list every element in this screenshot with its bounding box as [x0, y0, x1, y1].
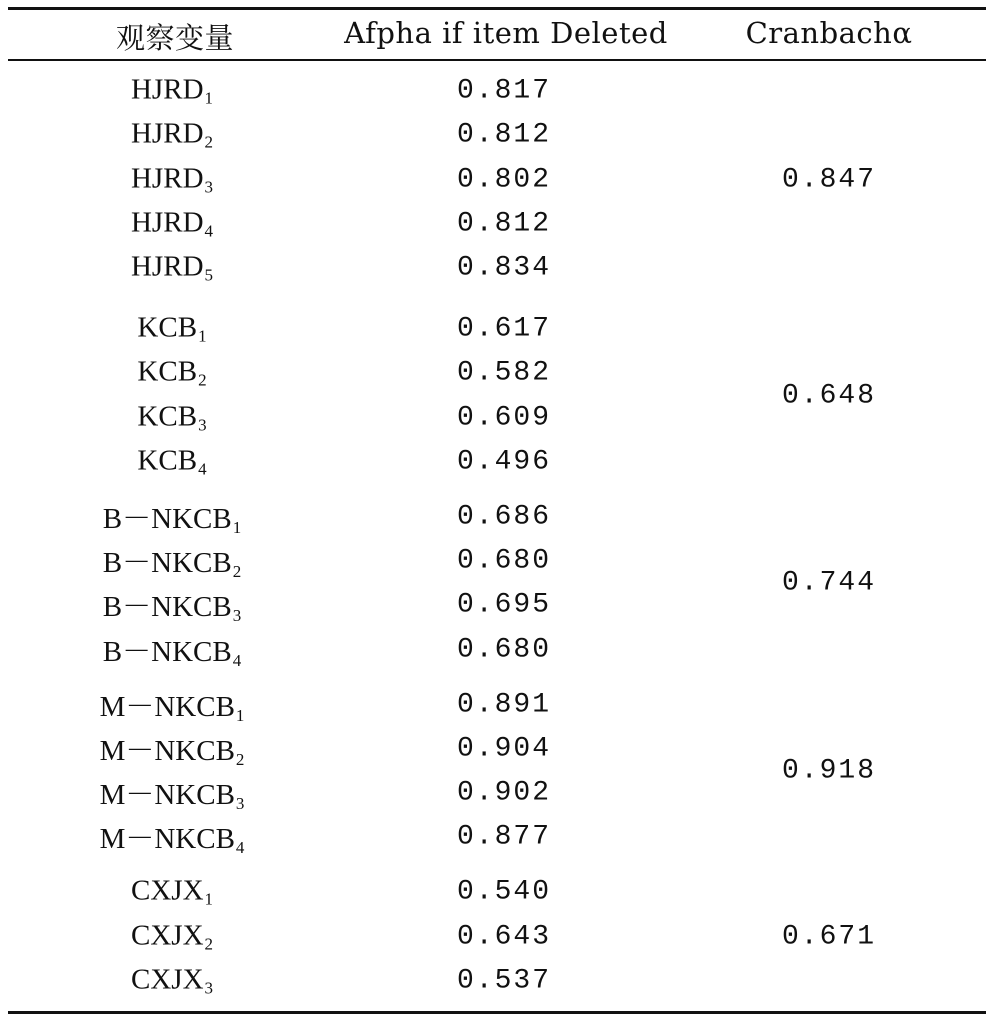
alpha-deleted-cell: 0.680: [456, 545, 552, 577]
group-cronbach-cell: 0.847: [781, 164, 877, 196]
alpha-deleted-cell: 0.609: [456, 402, 552, 434]
variable-cell: $HJRD_4$: [130, 206, 214, 241]
alpha-deleted-cell: 0.877: [456, 821, 552, 853]
variable-cell: $M-NKCB_3$: [99, 779, 245, 813]
header-rule: [8, 59, 986, 61]
alpha-deleted-cell: 0.812: [456, 119, 552, 151]
variable-cell: $KCB_2$: [137, 355, 207, 390]
variable-cell: $M-NKCB_1$: [99, 691, 245, 725]
variable-cell: $HJRD_5$: [130, 250, 214, 285]
variable-cell: $CXJX_3$: [130, 963, 214, 998]
group-cronbach-cell: 0.744: [781, 567, 877, 599]
alpha-deleted-cell: 0.617: [456, 313, 552, 345]
alpha-deleted-cell: 0.582: [456, 357, 552, 389]
variable-cell: $B-NKCB_4$: [102, 636, 242, 670]
alpha-deleted-cell: 0.902: [456, 777, 552, 809]
top-rule: [8, 7, 986, 10]
variable-cell: $M-NKCB_2$: [99, 735, 245, 769]
alpha-deleted-cell: 0.812: [456, 208, 552, 240]
variable-cell: $M-NKCB_4$: [99, 823, 245, 857]
variable-cell: $KCB_1$: [137, 311, 207, 346]
alpha-deleted-cell: 0.904: [456, 733, 552, 765]
variable-cell: $HJRD_2$: [130, 117, 214, 152]
alpha-deleted-cell: 0.834: [456, 252, 552, 284]
variable-cell: $KCB_3$: [137, 400, 207, 435]
group-cronbach-cell: 0.648: [781, 380, 877, 412]
header-cronbach-alpha: Cranbachα: [745, 16, 913, 50]
alpha-deleted-cell: 0.802: [456, 164, 552, 196]
alpha-deleted-cell: 0.891: [456, 689, 552, 721]
variable-cell: $HJRD_3$: [130, 162, 214, 197]
alpha-deleted-cell: 0.496: [456, 446, 552, 478]
group-cronbach-cell: 0.671: [781, 921, 877, 953]
variable-cell: $HJRD_1$: [130, 73, 214, 108]
variable-cell: $B-NKCB_1$: [102, 503, 242, 537]
bottom-rule: [8, 1011, 986, 1014]
variable-cell: $CXJX_1$: [130, 874, 214, 909]
group-cronbach-cell: 0.918: [781, 755, 877, 787]
variable-cell: $B-NKCB_3$: [102, 591, 242, 625]
variable-cell: $KCB_4$: [137, 444, 207, 479]
alpha-deleted-cell: 0.817: [456, 75, 552, 107]
variable-cell: $CXJX_2$: [130, 919, 214, 954]
alpha-deleted-cell: 0.537: [456, 965, 552, 997]
alpha-deleted-cell: 0.540: [456, 876, 552, 908]
alpha-deleted-cell: 0.686: [456, 501, 552, 533]
alpha-deleted-cell: 0.695: [456, 589, 552, 621]
variable-cell: $B-NKCB_2$: [102, 547, 242, 581]
alpha-deleted-cell: 0.680: [456, 634, 552, 666]
alpha-deleted-cell: 0.643: [456, 921, 552, 953]
header-variable: 观察变量: [115, 21, 235, 55]
header-alpha-if-deleted: Afpha if item Deleted: [344, 16, 668, 50]
